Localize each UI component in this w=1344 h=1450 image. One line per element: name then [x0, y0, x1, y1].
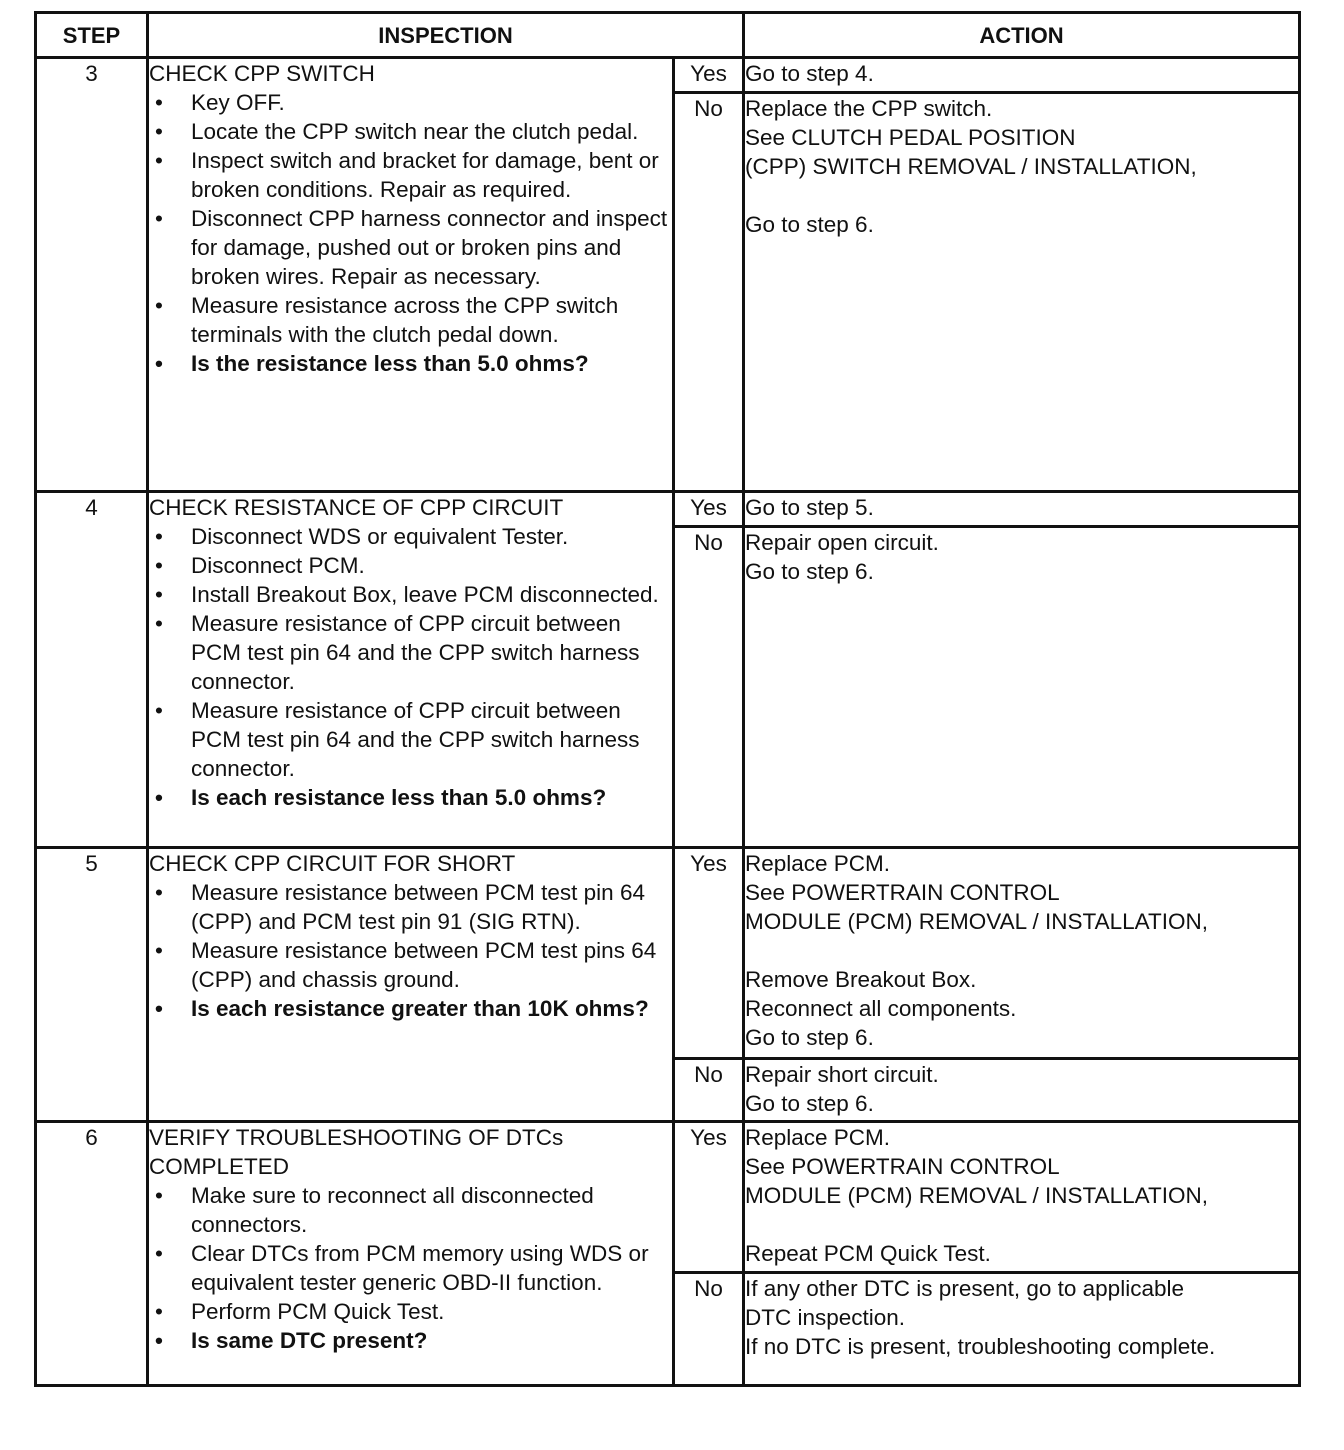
action-line: Repeat PCM Quick Test. [745, 1241, 991, 1266]
yes-action [744, 1122, 1300, 1273]
action-line: If no DTC is present, troubleshooting complete. [745, 1334, 1216, 1359]
list-item: • Inspect switch and bracket for damage, bent or broken conditions. Repair as required. [149, 146, 672, 204]
yes-action [744, 848, 1300, 1059]
step-number: 5 [36, 848, 148, 1122]
inspection-title: CHECK CPP CIRCUIT FOR SHORT [149, 851, 516, 876]
inspection-cell [148, 1122, 674, 1386]
list-item: • Key OFF. [149, 88, 672, 117]
list-item: • Locate the CPP switch near the clutch pedal. [149, 117, 672, 146]
diagnostic-table [34, 11, 1301, 1387]
inspection-title: VERIFY TROUBLESHOOTING OF DTCs COMPLETED [149, 1125, 564, 1179]
list-item: • Measure resistance between PCM test pin 64 (CPP) and PCM test pin 91 (SIG RTN). [149, 878, 672, 936]
header-inspection: INSPECTION [148, 13, 744, 58]
table-row [36, 58, 1300, 93]
action-line: Go to step 6. [745, 559, 874, 584]
inspection-title: CHECK RESISTANCE OF CPP CIRCUIT [149, 495, 564, 520]
no-label: No [674, 1059, 744, 1122]
no-action [744, 527, 1300, 848]
action-line: DTC inspection. [745, 1305, 906, 1330]
action-line: Repair short circuit. [745, 1062, 939, 1087]
action-line [745, 936, 1298, 965]
action-line: Go to step 5. [745, 495, 874, 520]
action-line [745, 181, 1298, 210]
action-line: Replace PCM. [745, 1125, 891, 1150]
inspection-cell [148, 58, 674, 492]
no-action [744, 93, 1300, 492]
yes-label: Yes [674, 1122, 744, 1273]
no-action [744, 1273, 1300, 1386]
list-item: • Disconnect PCM. [149, 551, 672, 580]
header-action: ACTION [744, 13, 1300, 58]
header-step: STEP [36, 13, 148, 58]
list-item: • Measure resistance of CPP circuit between PCM test pin 64 and the CPP switch harness connector. [149, 609, 672, 696]
inspection-cell [148, 848, 674, 1122]
list-item: • Install Breakout Box, leave PCM disconnected. [149, 580, 672, 609]
yes-label: Yes [674, 848, 744, 1059]
no-label: No [674, 527, 744, 848]
list-item: • Clear DTCs from PCM memory using WDS or equivalent tester generic OBD-II function. [149, 1239, 672, 1297]
action-line: Go to step 6. [745, 1025, 874, 1050]
no-label: No [674, 1273, 744, 1386]
list-item: • Measure resistance across the CPP switch terminals with the clutch pedal down. [149, 291, 672, 349]
action-line: MODULE (PCM) REMOVAL / INSTALLATION, [745, 909, 1208, 934]
step-number: 6 [36, 1122, 148, 1386]
yes-label: Yes [674, 492, 744, 527]
inspection-list [149, 1181, 672, 1355]
list-item: • Disconnect CPP harness connector and inspect for damage, pushed out or broken pins and broken wires. Repair as necessary. [149, 204, 672, 291]
action-line: (CPP) SWITCH REMOVAL / INSTALLATION, [745, 154, 1197, 179]
action-line: Go to step 4. [745, 61, 874, 86]
question-item: • Is the resistance less than 5.0 ohms? [149, 349, 672, 378]
action-line: See CLUTCH PEDAL POSITION [745, 125, 1076, 150]
yes-action [744, 492, 1300, 527]
header-row [36, 13, 1300, 58]
no-action [744, 1059, 1300, 1122]
action-line: Replace the CPP switch. [745, 96, 993, 121]
yes-label: Yes [674, 58, 744, 93]
action-line: Go to step 6. [745, 1091, 874, 1116]
inspection-title: CHECK CPP SWITCH [149, 61, 375, 86]
step-number: 3 [36, 58, 148, 492]
inspection-list [149, 88, 672, 378]
table-row [36, 848, 1300, 1059]
inspection-cell [148, 492, 674, 848]
list-item: • Measure resistance between PCM test pins 64 (CPP) and chassis ground. [149, 936, 672, 994]
action-line: MODULE (PCM) REMOVAL / INSTALLATION, [745, 1183, 1208, 1208]
question-item: • Is same DTC present? [149, 1326, 672, 1355]
action-line [745, 1210, 1298, 1239]
list-item: • Measure resistance of CPP circuit between PCM test pin 64 and the CPP switch harness connector. [149, 696, 672, 783]
table-row [36, 492, 1300, 527]
action-line: Replace PCM. [745, 851, 891, 876]
inspection-list [149, 522, 672, 812]
table-row [36, 1122, 1300, 1273]
no-label: No [674, 93, 744, 492]
question-item: • Is each resistance greater than 10K ohms? [149, 994, 672, 1023]
action-line: Reconnect all components. [745, 996, 1017, 1021]
step-number: 4 [36, 492, 148, 848]
list-item: • Disconnect WDS or equivalent Tester. [149, 522, 672, 551]
inspection-list [149, 878, 672, 1023]
action-line: See POWERTRAIN CONTROL [745, 1154, 1060, 1179]
action-line: If any other DTC is present, go to applicable [745, 1276, 1184, 1301]
action-line: Repair open circuit. [745, 530, 939, 555]
yes-action [744, 58, 1300, 93]
action-line: See POWERTRAIN CONTROL [745, 880, 1060, 905]
question-item: • Is each resistance less than 5.0 ohms? [149, 783, 672, 812]
action-line: Remove Breakout Box. [745, 967, 977, 992]
action-line: Go to step 6. [745, 212, 874, 237]
list-item: • Make sure to reconnect all disconnected connectors. [149, 1181, 672, 1239]
list-item: • Perform PCM Quick Test. [149, 1297, 672, 1326]
